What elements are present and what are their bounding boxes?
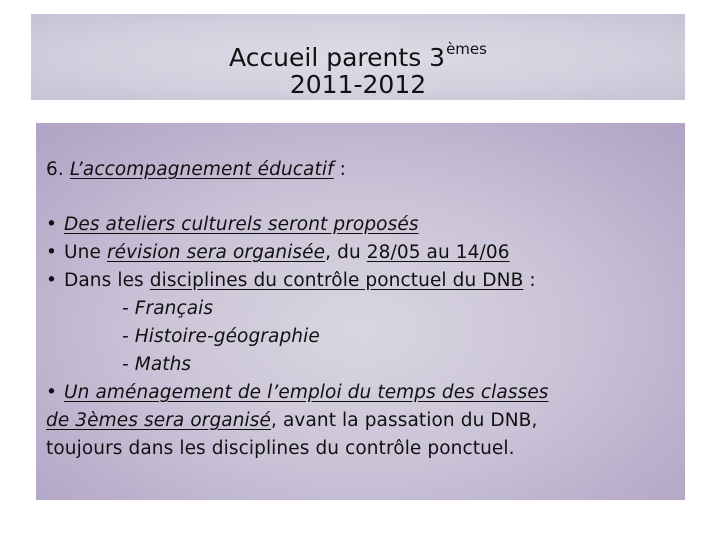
bullet-icon: • xyxy=(46,382,58,403)
bullet-text-prefix: Une xyxy=(64,242,107,263)
bullet-text-rest: , avant la passation du DNB, xyxy=(271,410,538,431)
bullet-item-disciplines xyxy=(46,267,682,295)
title-main: Accueil parents 3 xyxy=(229,43,446,72)
bullet-text-disciplines: disciplines du contrôle ponctuel du DNB xyxy=(149,270,524,291)
content-text xyxy=(46,156,682,463)
content-box xyxy=(36,123,685,500)
bullet-text-suffix: : xyxy=(523,270,536,291)
bullet-continuation xyxy=(46,407,682,435)
section-number: 6. xyxy=(46,159,64,180)
bullet-text-classes: de 3èmes sera organisé xyxy=(46,410,272,431)
bullet-item-schedule xyxy=(46,379,682,407)
bullet-icon: • xyxy=(46,270,58,291)
bullet-text-schedule: Un aménagement de l’emploi du temps des classes xyxy=(64,382,549,403)
title-year: 2011-2012 xyxy=(289,70,427,99)
bullet-icon: • xyxy=(46,214,58,235)
subject-item: - Maths xyxy=(122,354,192,375)
bullet-icon: • xyxy=(46,242,58,263)
title-line-1 xyxy=(31,34,685,73)
bullet-text-revision: révision sera organisée xyxy=(106,242,326,263)
section-colon: : xyxy=(339,159,347,180)
bullet-text-dates: 28/05 au 14/06 xyxy=(366,242,510,263)
title-box xyxy=(31,14,685,100)
bullet-text-prefix: Dans les xyxy=(64,270,150,291)
bullet-continuation-2: toujours dans les disciplines du contrôle ponctuel. xyxy=(46,438,515,459)
bullet-item-revision xyxy=(46,239,682,267)
subject-item: - Histoire-géographie xyxy=(122,326,320,347)
bullet-text-mid: , du xyxy=(325,242,367,263)
section-title: L’accompagnement éducatif xyxy=(69,159,334,180)
spacer xyxy=(46,184,682,211)
title-superscript: èmes xyxy=(446,40,487,58)
subject-item: - Français xyxy=(122,298,214,319)
section-heading xyxy=(46,156,682,184)
bullet-item-workshops xyxy=(46,211,682,239)
bullet-text: Des ateliers culturels seront proposés xyxy=(64,214,419,235)
